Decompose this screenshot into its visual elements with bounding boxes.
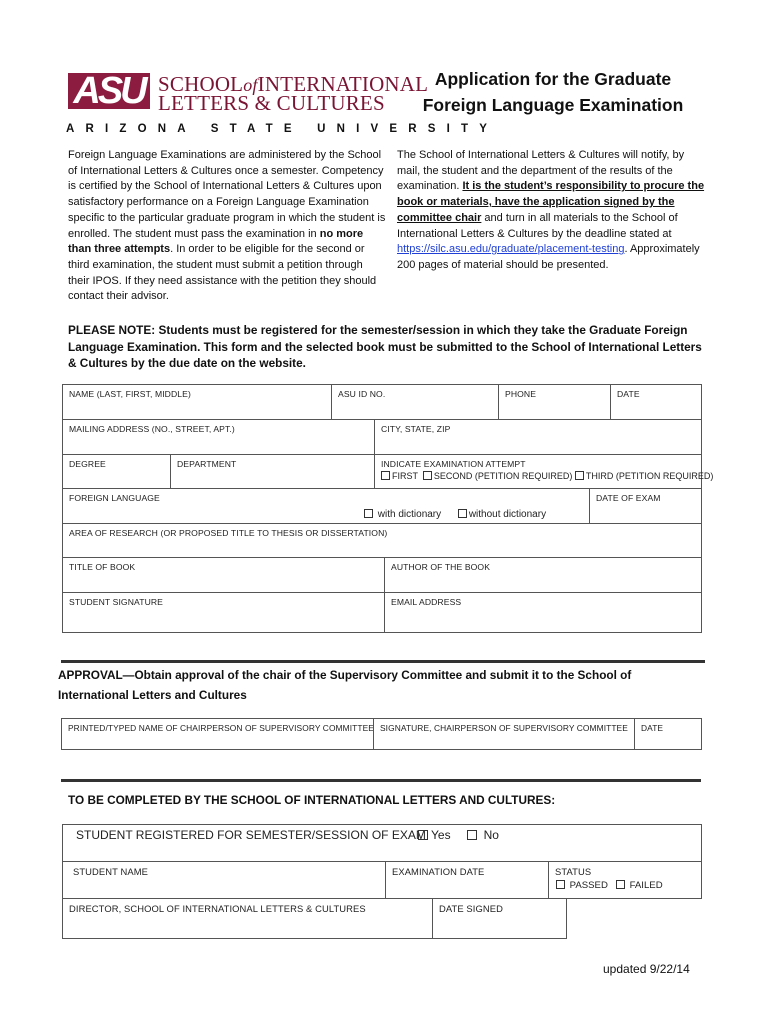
approval-date-field[interactable]: DATE xyxy=(634,718,702,750)
date-field[interactable]: DATE xyxy=(610,384,702,420)
area-of-research-field[interactable]: AREA OF RESEARCH (OR PROPOSED TITLE TO THESIS OR DISSERTATION) xyxy=(62,523,702,558)
student-signature-field[interactable]: STUDENT SIGNATURE xyxy=(62,592,385,633)
registered-options: Yes No xyxy=(418,828,499,842)
author-of-book-field[interactable]: AUTHOR OF THE BOOK xyxy=(384,557,702,593)
placement-testing-link[interactable]: https://silc.asu.edu/graduate/placement-testing xyxy=(397,243,625,256)
page-title xyxy=(398,66,708,118)
examination-date-field[interactable]: EXAMINATION DATE xyxy=(385,861,549,899)
failed-checkbox[interactable] xyxy=(616,880,625,889)
exam-attempt-label: INDICATE EXAMINATION ATTEMPT xyxy=(381,459,526,469)
department-field[interactable]: DEPARTMENT xyxy=(170,454,375,489)
approval-divider xyxy=(61,660,705,663)
second-attempt-checkbox[interactable] xyxy=(423,471,432,480)
without-dictionary-checkbox[interactable] xyxy=(458,509,467,518)
attempt-options: FIRST SECOND (PETITION REQUIRED) THIRD (PETITION REQUIRED) xyxy=(381,471,713,481)
status-field: STATUS xyxy=(548,861,702,899)
title-line-2: Foreign Language Examination xyxy=(422,95,684,115)
intro-right-paragraph: The School of International Letters & Cultures will notify, by mail, the student and the department of the results of the examination. It is the student’s responsibility to procure the book or materials, have the application signed by the committee chair and turn in all materials to the School of International Letters & Cultures by the deadline stated at https://silc.asu.edu/graduate/placement-testing. Approximately 200 pages of material should be presented. xyxy=(397,149,705,271)
name-field[interactable]: NAME (LAST, FIRST, MIDDLE) xyxy=(62,384,332,420)
email-address-field[interactable]: EMAIL ADDRESS xyxy=(384,592,702,633)
university-name: ARIZONA STATE UNIVERSITY xyxy=(66,123,499,135)
date-signed-field[interactable]: DATE SIGNED xyxy=(432,898,567,939)
third-attempt-checkbox[interactable] xyxy=(575,471,584,480)
logo-school-line: SCHOOLofINTERNATIONAL xyxy=(158,72,429,96)
registered-no-checkbox[interactable] xyxy=(467,830,477,840)
approval-heading: APPROVAL—Obtain approval of the chair of the Supervisory Committee and submit it to the School of International Letters and Cultures xyxy=(58,668,632,702)
asu-logo-mark: ASU xyxy=(68,73,150,109)
date-of-exam-field[interactable]: DATE OF EXAM xyxy=(589,488,702,524)
chair-signature-field[interactable]: SIGNATURE, CHAIRPERSON OF SUPERVISORY COMMITTEE xyxy=(373,718,635,750)
status-options: PASSED FAILED xyxy=(556,880,663,891)
registered-label: STUDENT REGISTERED FOR SEMESTER/SESSION OF EXAM xyxy=(76,828,426,842)
chair-name-field[interactable]: PRINTED/TYPED NAME OF CHAIRPERSON OF SUPERVISORY COMMITTEE xyxy=(61,718,374,750)
office-divider xyxy=(61,779,701,782)
logo-letters-line: LETTERS & CULTURES xyxy=(158,91,385,115)
asu-id-field[interactable]: ASU ID NO. xyxy=(331,384,499,420)
title-line-1: Application for the Graduate xyxy=(434,69,672,89)
registered-yes-checkbox[interactable] xyxy=(418,830,428,840)
director-field[interactable]: DIRECTOR, SCHOOL OF INTERNATIONAL LETTERS & CULTURES xyxy=(62,898,433,939)
first-attempt-checkbox[interactable] xyxy=(381,471,390,480)
office-heading: TO BE COMPLETED BY THE SCHOOL OF INTERNATIONAL LETTERS AND CULTURES: xyxy=(68,793,556,807)
phone-field[interactable]: PHONE xyxy=(498,384,611,420)
foreign-language-field[interactable]: FOREIGN LANGUAGE xyxy=(62,488,590,524)
title-of-book-field[interactable]: TITLE OF BOOK xyxy=(62,557,385,593)
city-state-zip-field[interactable]: CITY, STATE, ZIP xyxy=(374,419,702,455)
with-dictionary-checkbox[interactable] xyxy=(364,509,373,518)
student-name-field[interactable]: STUDENT NAME xyxy=(62,861,386,899)
intro-left-paragraph: Foreign Language Examinations are administered by the School of International Letters & Cultures once a semester. Competency is certified by the School of International Letters & Cultures upon satisfactory performance on a Foreign Language Examination specific to the particular graduate program in which the student is enrolled. The student must pass the examination in no more than three attempts. In order to be eligible for the second or third examination, the student must submit a petition through their IPOS. If they need assistance with the petition they should contact their advisor. xyxy=(68,149,386,303)
degree-field[interactable]: DEGREE xyxy=(62,454,171,489)
passed-checkbox[interactable] xyxy=(556,880,565,889)
mailing-address-field[interactable]: MAILING ADDRESS (NO., STREET, APT.) xyxy=(62,419,375,455)
dictionary-options: with dictionary without dictionary xyxy=(364,509,546,520)
please-note: PLEASE NOTE: Students must be registered for the semester/session in which they take the Graduate Foreign Language Examination. This form and the selected book must be submitted to the School of International Letters & Cultures by the due date on the website. xyxy=(68,323,702,370)
updated-date: updated 9/22/14 xyxy=(603,962,690,976)
